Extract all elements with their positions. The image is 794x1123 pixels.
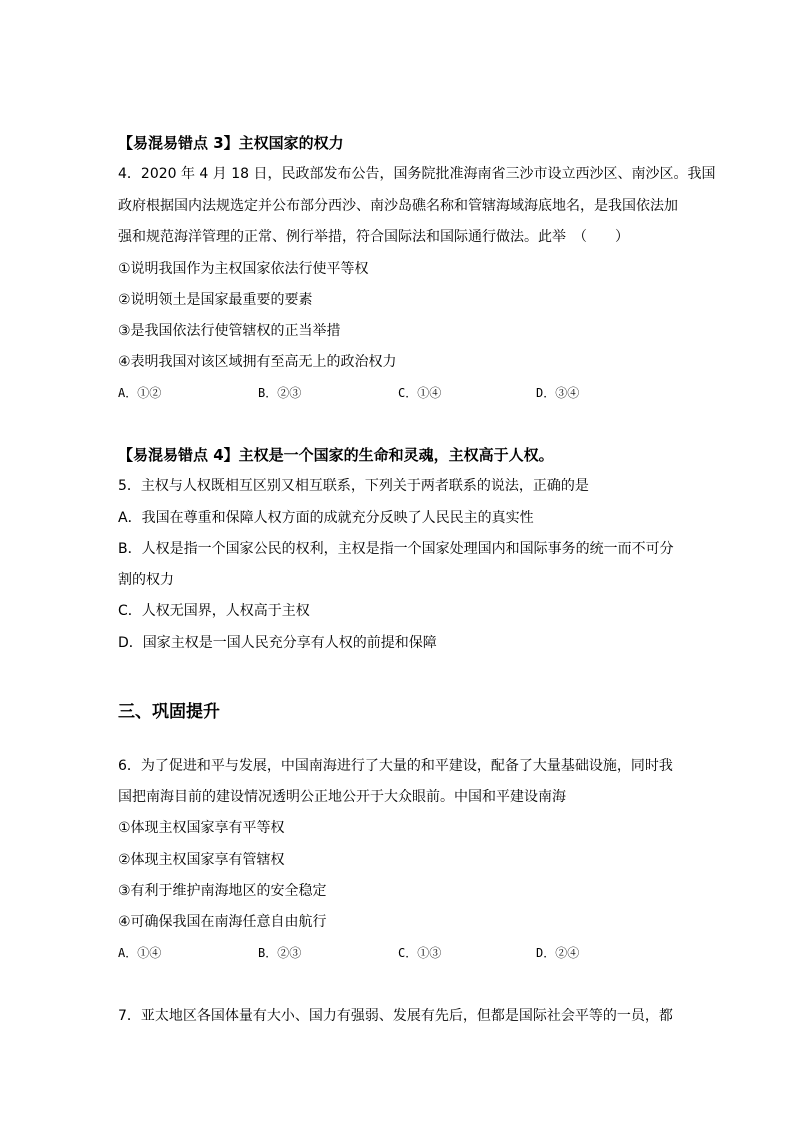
q6-stem-line-2: 国把南海目前的建设情况透明公正地公开于大众眼前。中国和平建设南海 [118,789,566,805]
q7-stem-line-1: 7．亚太地区各国体量有大小、国力有强弱、发展有先后，但都是国际社会平等的一员，都 [118,1008,673,1024]
heading-confusion-point-3: 【易混易错点 3】主权国家的权力 [118,134,344,152]
q6-options-row [118,945,678,961]
q4-statement-3: ③是我国依法行使管辖权的正当举措 [118,323,341,339]
q6-stem-line-1: 6．为了促进和平与发展，中国南海进行了大量的和平建设，配备了大量基础设施，同时我 [118,758,673,774]
q6-statement-1: ①体现主权国家享有平等权 [118,820,285,836]
q4-stem-line-1: 4．2020 年 4 月 18 日，民政部发布公告，国务院批准海南省三沙市设立西沙区、南沙区。我国 [118,166,716,182]
q6-option-a: A．①④ [118,946,162,960]
q6-option-c: C．①③ [398,946,442,960]
q4-stem-line-2: 政府根据国内法规选定并公布部分西沙、南沙岛礁名称和管辖海域海底地名，是我国依法加 [118,198,678,214]
q5-choice-d: D．国家主权是一国人民充分享有人权的前提和保障 [118,635,437,651]
q6-option-d: D．②④ [536,946,580,960]
q5-choice-c: C．人权无国界，人权高于主权 [118,603,310,619]
q6-statement-2: ②体现主权国家享有管辖权 [118,852,285,868]
section-consolidation-title: 三、巩固提升 [118,702,220,722]
q4-option-a: A．①② [118,386,162,400]
q4-statement-4: ④表明我国对该区域拥有至高无上的政治权力 [118,354,397,370]
q6-statement-3: ③有利于维护南海地区的安全稳定 [118,883,327,899]
q4-options-row [118,385,678,401]
q5-choice-a: A．我国在尊重和保障人权方面的成就充分反映了人民民主的真实性 [118,510,534,526]
q5-choice-b-line-1: B．人权是指一个国家公民的权利，主权是指一个国家处理国内和国际事务的统一而不可分 [118,541,674,557]
q4-option-b: B．②③ [258,386,302,400]
q4-statement-1: ①说明我国作为主权国家依法行使平等权 [118,261,369,277]
q5-stem: 5．主权与人权既相互区别又相互联系，下列关于两者联系的说法，正确的是 [118,478,589,494]
q4-option-d: D．③④ [536,386,580,400]
q4-statement-2: ②说明领土是国家最重要的要素 [118,292,313,308]
q6-statement-4: ④可确保我国在南海任意自由航行 [118,914,327,930]
q4-option-c: C．①④ [398,386,442,400]
heading-confusion-point-4: 【易混易错点 4】主权是一个国家的生命和灵魂，主权高于人权。 [118,446,554,464]
q4-stem-line-3: 强和规范海洋管理的正常、例行举措，符合国际法和国际通行做法。此举 （ ） [118,229,629,245]
q6-option-b: B．②③ [258,946,302,960]
q5-choice-b-line-2: 割的权力 [118,572,174,588]
